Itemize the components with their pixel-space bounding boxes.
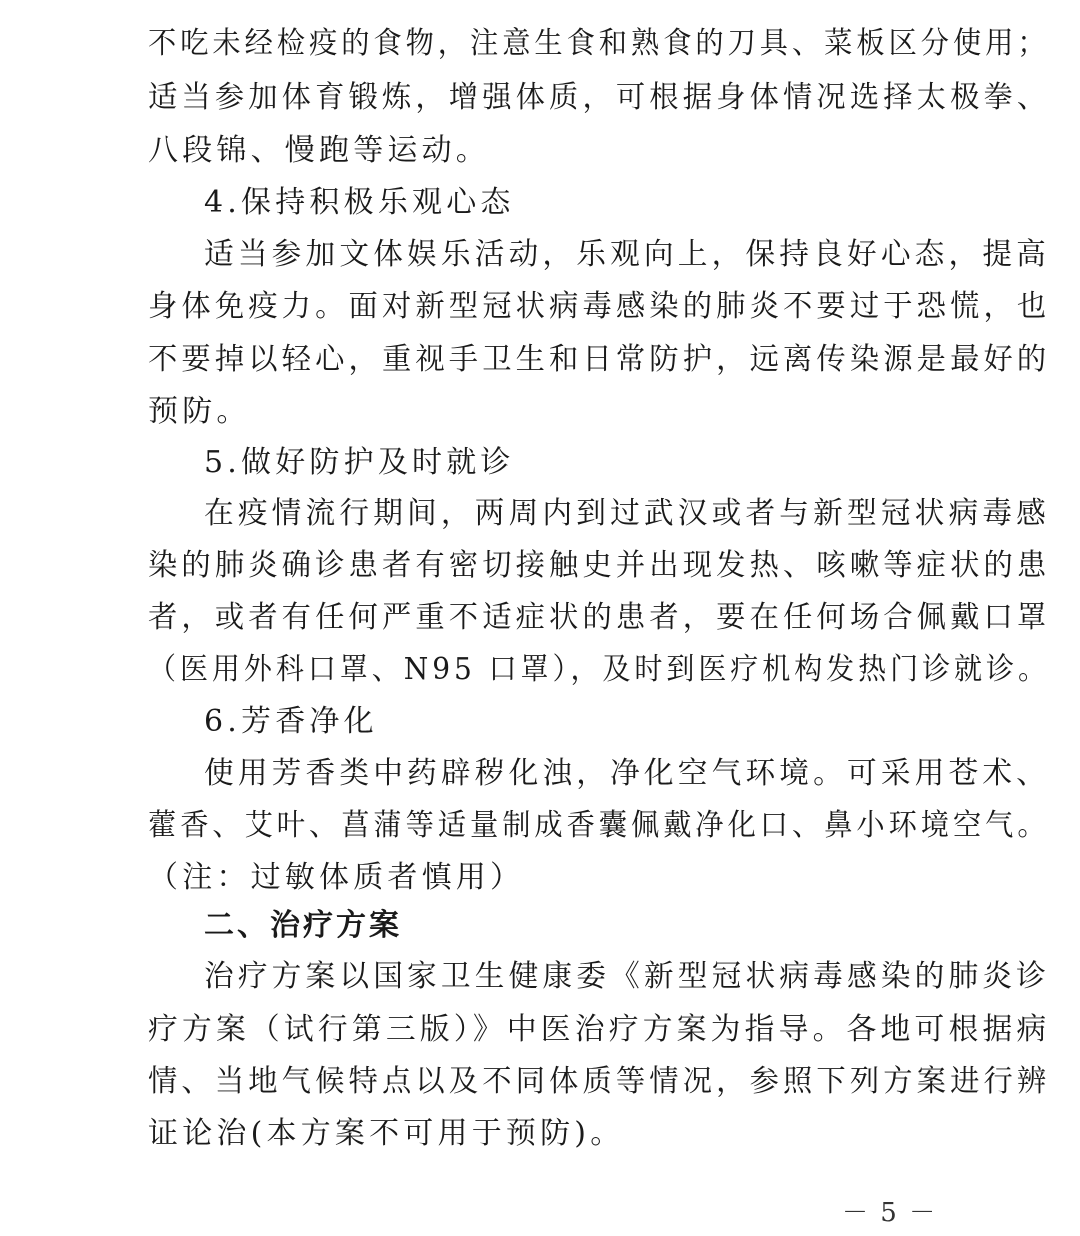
paragraph-line: 八段锦、慢跑等运动。 — [148, 133, 490, 168]
paragraph-line: （医用外科口罩、N95 口罩），及时到医疗机构发热门诊就诊。 — [148, 652, 1050, 687]
section-heading: 6.芳香净化 — [204, 704, 378, 739]
page-number: － 5 － — [842, 1198, 938, 1228]
section-heading: 5.做好防护及时就诊 — [204, 445, 515, 480]
paragraph-line: 情、当地气候特点以及不同体质等情况，参照下列方案进行辨 — [148, 1064, 1051, 1099]
paragraph-line: （注：过敏体质者慎用） — [148, 860, 525, 895]
paragraph-line: 不要掉以轻心，重视手卫生和日常防护，远离传染源是最好的 — [148, 342, 1051, 377]
paragraph-line: 证论治(本方案不可用于预防)。 — [148, 1116, 625, 1151]
paragraph-line: 染的肺炎确诊患者有密切接触史并出现发热、咳嗽等症状的患 — [148, 548, 1051, 583]
chapter-heading: 二、治疗方案 — [204, 908, 402, 943]
paragraph-line: 适当参加体育锻炼，增强体质，可根据身体情况选择太极拳、 — [148, 80, 1051, 115]
paragraph-line: 身体免疫力。面对新型冠状病毒感染的肺炎不要过于恐慌，也 — [148, 289, 1051, 324]
paragraph-line: 者，或者有任何严重不适症状的患者，要在任何场合佩戴口罩 — [148, 600, 1051, 635]
paragraph-line: 疗方案（试行第三版）》中医治疗方案为指导。各地可根据病 — [148, 1012, 1051, 1047]
paragraph-line: 适当参加文体娱乐活动，乐观向上，保持良好心态，提高 — [204, 237, 1051, 272]
section-heading: 4.保持积极乐观心态 — [204, 185, 515, 220]
paragraph-line: 不吃未经检疫的食物，注意生食和熟食的刀具、菜板区分使用； — [148, 26, 1050, 61]
paragraph-line: 预防。 — [148, 394, 251, 429]
paragraph-line: 使用芳香类中药辟秽化浊，净化空气环境。可采用苍术、 — [204, 756, 1051, 791]
paragraph-line: 藿香、艾叶、菖蒲等适量制成香囊佩戴净化口、鼻小环境空气。 — [148, 808, 1050, 843]
paragraph-line: 在疫情流行期间，两周内到过武汉或者与新型冠状病毒感 — [204, 496, 1051, 531]
paragraph-line: 治疗方案以国家卫生健康委《新型冠状病毒感染的肺炎诊 — [204, 959, 1051, 994]
